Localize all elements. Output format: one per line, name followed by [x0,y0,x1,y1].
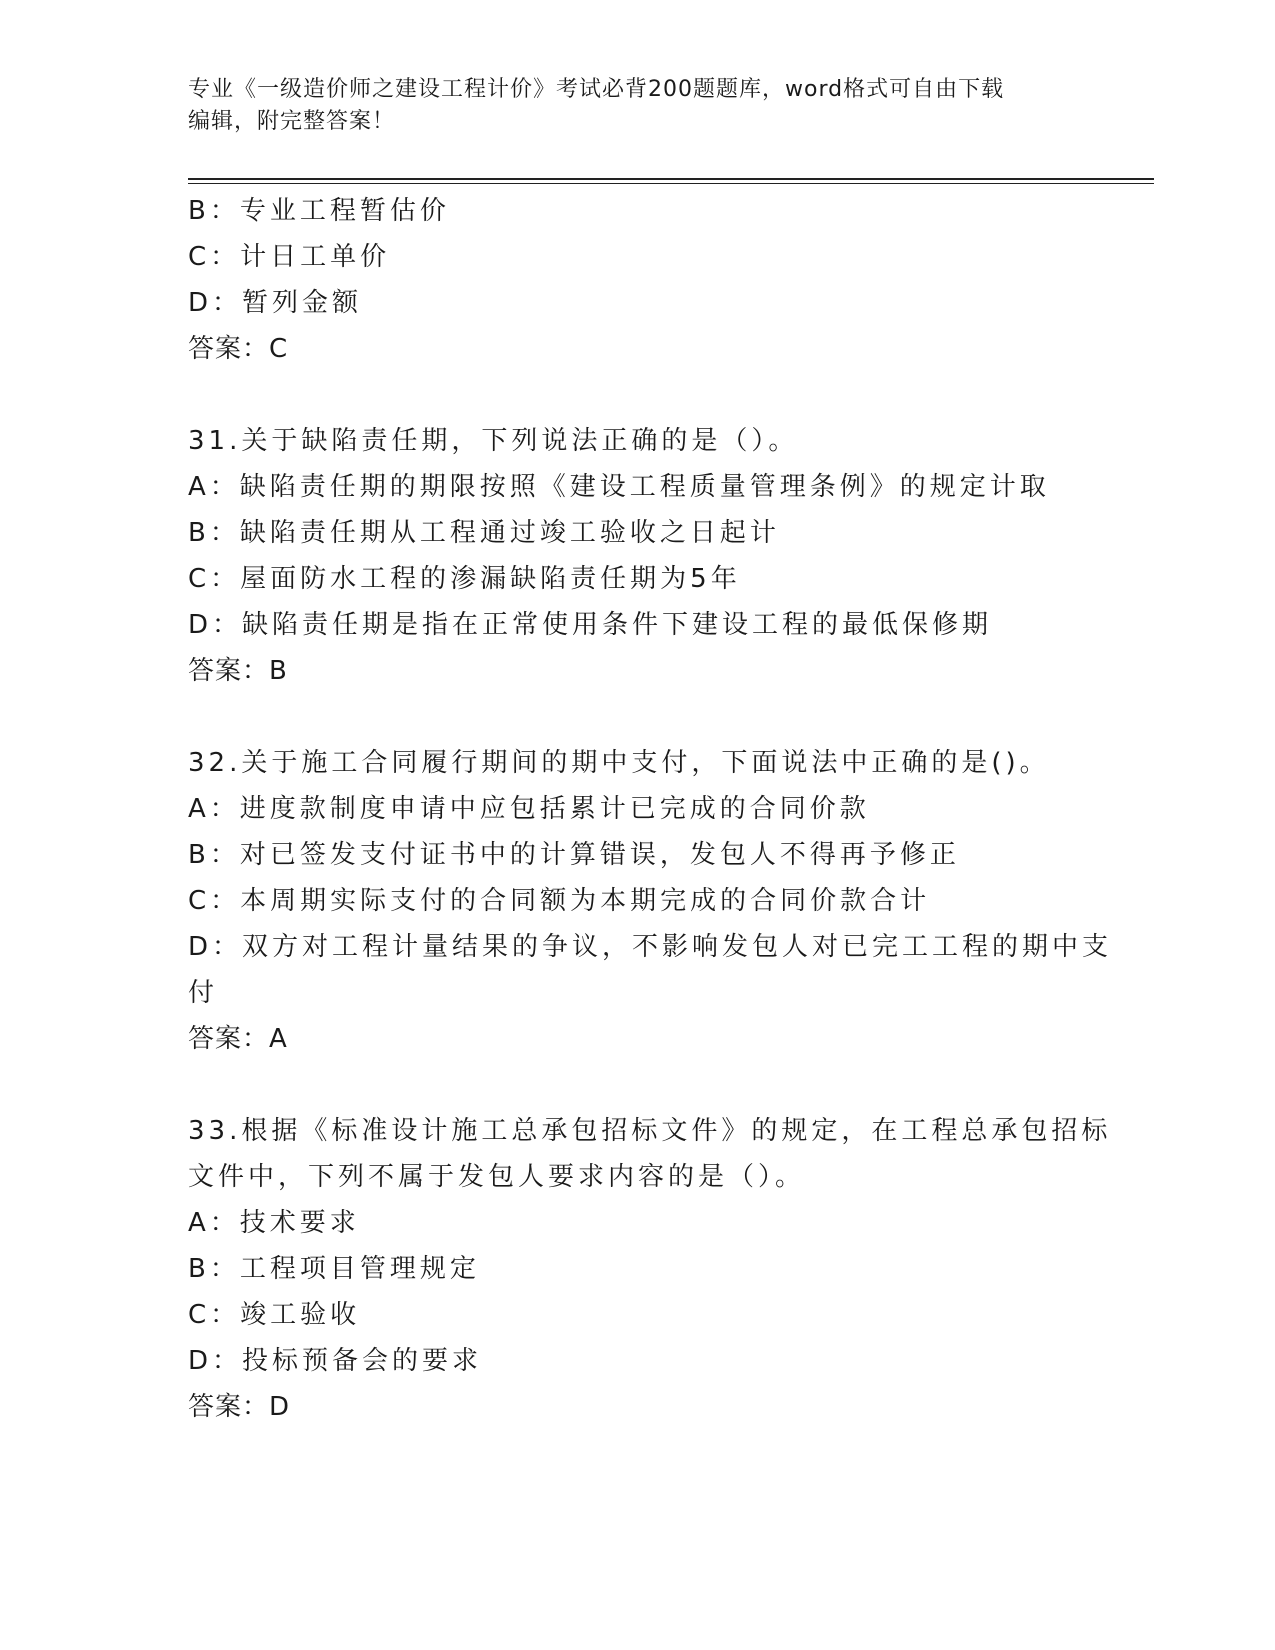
question-list [188,188,1113,1430]
option-c: C：屋面防水工程的渗漏缺陷责任期为5年 [188,564,741,594]
answer: 答案：D [188,1392,291,1422]
question-stem: 32.关于施工合同履行期间的期中支付，下面说法中正确的是()。 [188,748,1050,778]
option-b: B：对已签发支付证书中的计算错误，发包人不得再予修正 [188,840,960,870]
option-a: A：进度款制度申请中应包括累计已完成的合同价款 [188,794,870,824]
question-33 [188,1108,1112,1430]
header-divider-thin [188,183,1154,184]
option-d: D：缺陷责任期是指在正常使用条件下建设工程的最低保修期 [188,610,993,640]
option-c: C：竣工验收 [188,1300,361,1330]
question-stem: 33.根据《标准设计施工总承包招标文件》的规定，在工程总承包招标 [188,1116,1112,1146]
question-30-continued [188,188,1088,372]
option-b: B：专业工程暂估价 [188,196,450,226]
option-b: B：工程项目管理规定 [188,1254,480,1284]
option-d: D：暂列金额 [188,288,363,318]
option-c: C：计日工单价 [188,242,391,272]
option-d: D：投标预备会的要求 [188,1346,483,1376]
question-32 [188,740,1113,1062]
option-d: D：双方对工程计量结果的争议，不影响发包人对已完工工程的期中支 [188,932,1113,962]
answer: 答案：B [188,656,288,686]
option-a: A：技术要求 [188,1208,360,1238]
question-31 [188,418,1088,694]
header-line-2: 编辑，附完整答案！ [188,109,396,134]
option-a: A：缺陷责任期的期限按照《建设工程质量管理条例》的规定计取 [188,472,1050,502]
option-c: C：本周期实际支付的合同额为本期完成的合同价款合计 [188,886,931,916]
answer: 答案：A [188,1024,288,1054]
spacer [188,372,1088,418]
spacer [188,694,1088,740]
answer: 答案：C [188,334,289,364]
spacer [188,1062,1088,1108]
question-stem-continued: 文件中，下列不属于发包人要求内容的是（）。 [188,1162,806,1192]
question-stem: 31.关于缺陷责任期，下列说法正确的是（）。 [188,426,799,456]
header-line-1: 专业《一级造价师之建设工程计价》考试必背200题题库，word格式可自由下载 [188,77,1005,102]
page-header [188,74,1088,138]
header-divider-thick [188,178,1154,180]
option-d-continued: 付 [188,978,219,1008]
option-b: B：缺陷责任期从工程通过竣工验收之日起计 [188,518,780,548]
